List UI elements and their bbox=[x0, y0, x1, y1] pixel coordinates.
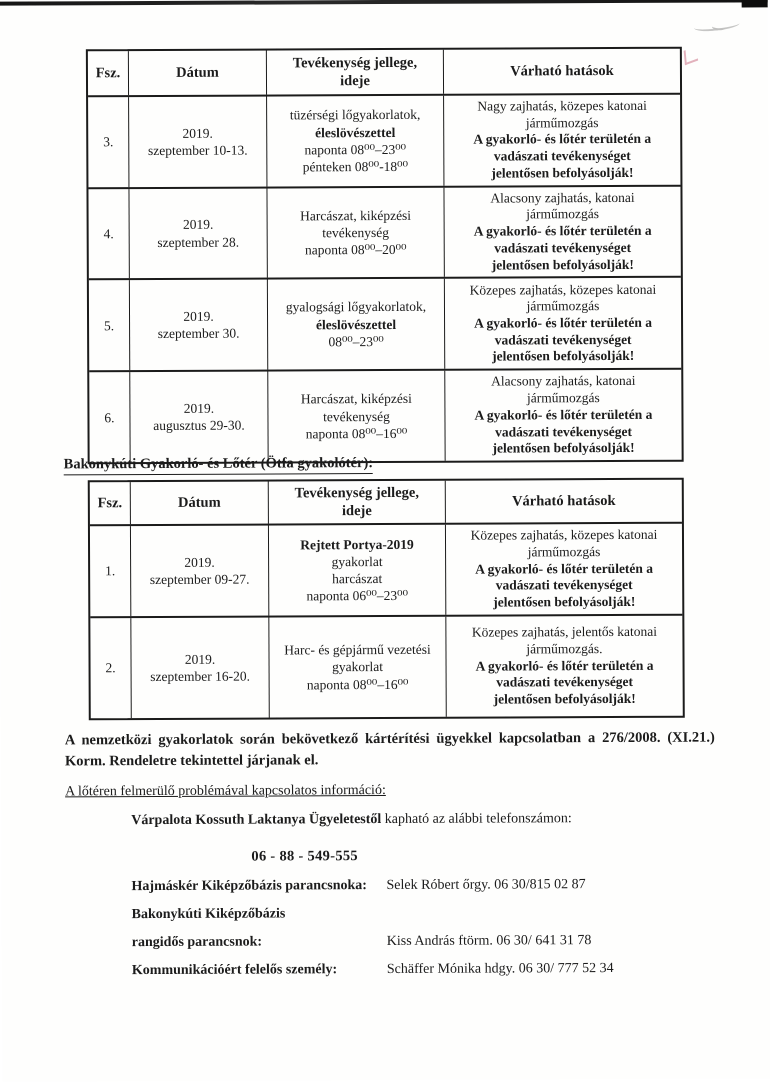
header-label: Várható hatások bbox=[510, 62, 614, 80]
activity-bold-text: Rejtett Portya-2019 bbox=[300, 536, 414, 552]
cell-fsz bbox=[88, 97, 128, 187]
pencil-scribble-mark bbox=[693, 18, 740, 33]
activity-text: gyalogsági lőgyakorlatok, bbox=[285, 299, 427, 315]
date-text: 2019. szeptember 10-13. bbox=[147, 125, 248, 158]
activity-bold-text: éleslövészettel bbox=[315, 316, 397, 333]
header-cell-varhato bbox=[443, 49, 680, 94]
cell-impact bbox=[444, 370, 681, 461]
header-cell-datum bbox=[130, 482, 268, 525]
row-number: 1. bbox=[105, 563, 116, 579]
header-label: Fsz. bbox=[97, 495, 123, 512]
impact-warning-text: A gyakorló- és lőtér területén a vadászati tevékenységet jelentősen befolyásolják! bbox=[474, 314, 653, 364]
row-number: 5. bbox=[103, 317, 115, 333]
cell-activity bbox=[266, 187, 443, 277]
duty-officer-bold: Várpalota Kossuth Laktanya Ügyeletestől bbox=[131, 812, 382, 829]
cell-date bbox=[130, 617, 268, 718]
contact-label: Bakonykúti Kiképzőbázis bbox=[131, 906, 286, 923]
red-pen-mark bbox=[684, 46, 698, 65]
impact-text: Közepes zajhatás, jelentős katonai járműmozgás. bbox=[471, 623, 658, 657]
damage-claims-paragraph: A nemzetközi gyakorlatok során bekövetkező kártérítési ügyekkel kapcsolatban a 276/2008. (XI.21.) Korm. Rendeletre tekintettel járjanak el. bbox=[64, 729, 715, 770]
duty-officer-rest: kapható az alábbi telefonszámon: bbox=[381, 811, 572, 828]
cell-activity bbox=[267, 279, 444, 370]
header-cell-fsz bbox=[90, 482, 130, 524]
cell-fsz bbox=[90, 526, 130, 616]
row-number: 3. bbox=[103, 134, 114, 150]
cell-activity bbox=[267, 371, 444, 461]
activity-text: 08⁰⁰–23⁰⁰ bbox=[328, 333, 384, 350]
contact-row bbox=[132, 933, 707, 956]
header-label: Dátum bbox=[177, 494, 221, 511]
cell-impact bbox=[443, 95, 680, 186]
schedule-table-hajmasker bbox=[86, 47, 684, 465]
table-row bbox=[89, 276, 681, 371]
phone-number: 06 - 88 - 549-555 bbox=[251, 848, 359, 865]
contact-value: Schäffer Mónika hdgy. 06 30/ 777 52 34 bbox=[386, 961, 614, 977]
contact-row bbox=[132, 961, 707, 984]
contact-row bbox=[132, 905, 707, 928]
cell-fsz bbox=[90, 618, 130, 718]
cell-fsz bbox=[89, 372, 129, 462]
impact-text: Alacsony zajhatás, katonai járműmozgás bbox=[490, 189, 635, 222]
row-number: 4. bbox=[103, 226, 114, 242]
cell-date bbox=[128, 97, 266, 187]
activity-text: tüzérségi lőgyakorlatok, bbox=[289, 107, 421, 123]
impact-warning-text: A gyakorló- és lőtér területén a vadászati tevékenységet jelentősen befolyásolják! bbox=[475, 560, 654, 610]
activity-text: gyakorlat harcászat naponta 06⁰⁰–23⁰⁰ bbox=[306, 553, 409, 604]
date-text: 2019. augusztus 29-30. bbox=[153, 400, 245, 434]
cell-impact bbox=[445, 616, 682, 717]
cell-impact bbox=[445, 524, 682, 615]
header-cell-datum bbox=[128, 51, 266, 96]
row-number: 6. bbox=[104, 409, 115, 425]
impact-warning-text: A gyakorló- és lőtér területén a vadászati tevékenységet jelentősen befolyásolják! bbox=[474, 406, 653, 456]
header-label: Dátum bbox=[176, 64, 219, 81]
section-heading-bakonykuti: Bakonykúti Gyakorló- és Lőtér (Ötfa gyakolótér): bbox=[64, 455, 374, 475]
contact-value bbox=[387, 905, 707, 926]
date-text: 2019. szeptember 30. bbox=[157, 308, 240, 342]
cell-date bbox=[129, 372, 267, 462]
impact-text: Közepes zajhatás, közepes katonai járműmozgás bbox=[470, 527, 658, 560]
table-row bbox=[90, 614, 682, 719]
impact-text: Közepes zajhatás, közepes katonai járműmozgás bbox=[469, 281, 657, 314]
cell-fsz bbox=[88, 189, 128, 279]
activity-text: naponta 08⁰⁰–23⁰⁰ pénteken 08⁰⁰-18⁰⁰ bbox=[302, 141, 409, 175]
header-cell-varhato bbox=[445, 480, 682, 523]
scan-corner-artifact bbox=[742, 0, 768, 7]
cell-fsz bbox=[89, 280, 129, 370]
date-text: 2019. szeptember 16-20. bbox=[150, 651, 250, 684]
cell-date bbox=[128, 188, 266, 278]
impact-warning-text: A gyakorló- és lőtér területén a vadászati tevékenységet jelentősen befolyásolják! bbox=[473, 131, 652, 181]
header-label: Tevékenység jellege, ideje bbox=[292, 54, 418, 90]
impact-warning-text: A gyakorló- és lőtér területén a vadászati tevékenységet jelentősen befolyásolják! bbox=[473, 222, 652, 273]
table-row bbox=[88, 184, 680, 278]
date-text: 2019. szeptember 09-27. bbox=[149, 554, 250, 588]
date-text: 2019. szeptember 28. bbox=[157, 216, 240, 250]
cell-impact bbox=[443, 186, 680, 277]
activity-text: Harc- és gépjármű vezetési gyakorlat naponta 08⁰⁰–16⁰⁰ bbox=[284, 641, 431, 692]
schedule-table-bakonykuti bbox=[88, 478, 685, 721]
table-header-row bbox=[90, 480, 682, 525]
cell-date bbox=[130, 526, 268, 616]
contact-label: Kommunikációért felelős személy: bbox=[131, 962, 338, 979]
contact-value: Selek Róbert őrgy. 06 30/815 02 87 bbox=[386, 877, 586, 893]
header-cell-tevekenyseg bbox=[266, 50, 443, 95]
scan-edge-artifact bbox=[0, 0, 768, 6]
table-row bbox=[88, 93, 680, 187]
contacts-list bbox=[131, 877, 706, 992]
header-label: Tevékenység jellege, ideje bbox=[294, 484, 419, 520]
duty-officer-line bbox=[131, 811, 572, 829]
info-line: A lőtéren felmerülő problémával kapcsolatos információ: bbox=[65, 782, 386, 800]
table-header-row bbox=[88, 49, 680, 96]
activity-bold-text: éleslövészettel bbox=[315, 124, 396, 140]
header-cell-tevekenyseg bbox=[268, 481, 445, 524]
cell-activity bbox=[268, 525, 445, 615]
contact-row bbox=[131, 877, 706, 900]
impact-warning-text: A gyakorló- és lőtér területén a vadászati tevékenységet jelentősen befolyásolják! bbox=[475, 657, 654, 707]
header-label: Várható hatások bbox=[512, 493, 616, 510]
activity-text: Harcászat, kiképzési tevékenység naponta 08⁰⁰–20⁰⁰ bbox=[300, 207, 412, 258]
header-label: Fsz. bbox=[95, 65, 121, 82]
table-row bbox=[90, 522, 682, 616]
row-number: 2. bbox=[105, 660, 116, 676]
cell-date bbox=[129, 280, 267, 371]
header-cell-fsz bbox=[88, 51, 128, 95]
table-row bbox=[89, 368, 681, 462]
impact-text: Alacsony zajhatás, katonai járműmozgás bbox=[491, 373, 636, 406]
cell-activity bbox=[268, 617, 445, 718]
contact-label: rangidős parancsnok: bbox=[131, 934, 263, 951]
cell-activity bbox=[266, 96, 443, 186]
cell-impact bbox=[444, 278, 681, 369]
impact-text: Nagy zajhatás, közepes katonai járműmozgás bbox=[477, 97, 647, 131]
contact-value: Kiss András ftörm. 06 30/ 641 31 78 bbox=[386, 933, 592, 949]
contact-label: Hajmáskér Kiképzőbázis parancsnoka: bbox=[131, 878, 367, 895]
activity-text: Harcászat, kiképzési tevékenység naponta 08⁰⁰–16⁰⁰ bbox=[300, 391, 412, 442]
